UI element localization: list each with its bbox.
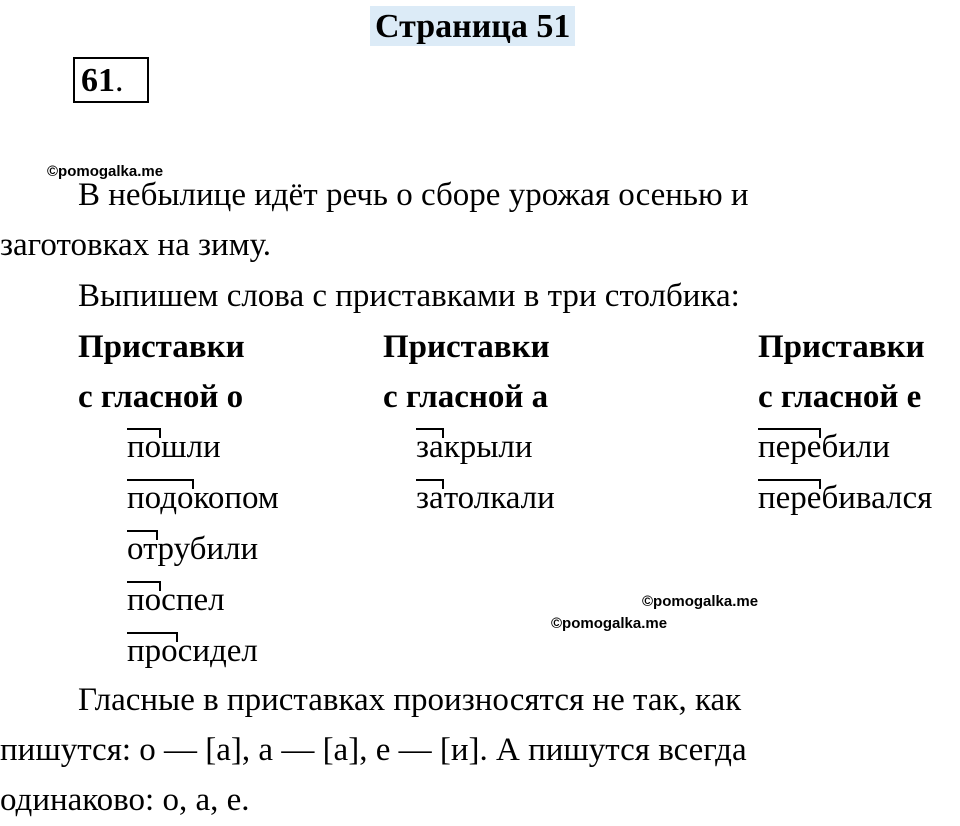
prefix-mark: пере xyxy=(758,422,821,473)
word-rest: били xyxy=(821,429,891,465)
conclusion-line: Гласные в приставках произносятся не так, как xyxy=(78,682,742,718)
column-heading: с гласной а xyxy=(383,379,549,415)
word xyxy=(416,422,533,473)
word xyxy=(127,575,225,626)
watermark: ©pomogalka.me xyxy=(642,593,759,610)
prefix-mark: пере xyxy=(758,473,821,524)
word xyxy=(416,473,555,524)
column-heading: Приставки xyxy=(758,329,925,365)
exercise-number: 61 xyxy=(81,62,115,99)
exercise-number-box xyxy=(73,57,149,103)
word-rest: толкали xyxy=(443,480,555,516)
column-heading: с гласной о xyxy=(78,379,244,415)
word xyxy=(127,626,258,677)
prefix-mark: от xyxy=(127,524,158,575)
conclusion-line: одинаково: о, а, е. xyxy=(0,782,250,818)
conclusion-line: пишутся: о — [а], а — [а], е — [и]. А пишутся всегда xyxy=(0,732,747,768)
word xyxy=(758,473,932,524)
word-rest: крыли xyxy=(443,429,533,465)
word-rest: бивался xyxy=(821,480,933,516)
page-title: Страница 51 xyxy=(370,6,575,46)
prefix-mark: по xyxy=(127,422,161,473)
word xyxy=(127,473,279,524)
word-rest: копом xyxy=(193,480,279,516)
column-heading: Приставки xyxy=(78,329,245,365)
word xyxy=(758,422,890,473)
prefix-mark: по xyxy=(127,575,161,626)
prefix-mark: за xyxy=(416,473,444,524)
prefix-mark: подо xyxy=(127,473,194,524)
column-heading: с гласной е xyxy=(758,379,922,415)
watermark: ©pomogalka.me xyxy=(47,163,164,180)
word xyxy=(127,524,258,575)
intro-line: В небылице идёт речь о сборе урожая осенью и xyxy=(78,177,749,213)
word-rest: спел xyxy=(161,582,225,618)
prefix-mark: за xyxy=(416,422,444,473)
word-rest: шли xyxy=(161,429,221,465)
intro-line: Выпишем слова с приставками в три столбика: xyxy=(78,278,740,314)
word-rest: сидел xyxy=(177,633,258,669)
word-rest: рубили xyxy=(157,531,259,567)
exercise-dot: . xyxy=(115,62,124,99)
watermark: ©pomogalka.me xyxy=(551,615,668,632)
prefix-mark: про xyxy=(127,626,178,677)
word xyxy=(127,422,221,473)
intro-line: заготовках на зиму. xyxy=(0,227,272,263)
column-heading: Приставки xyxy=(383,329,550,365)
